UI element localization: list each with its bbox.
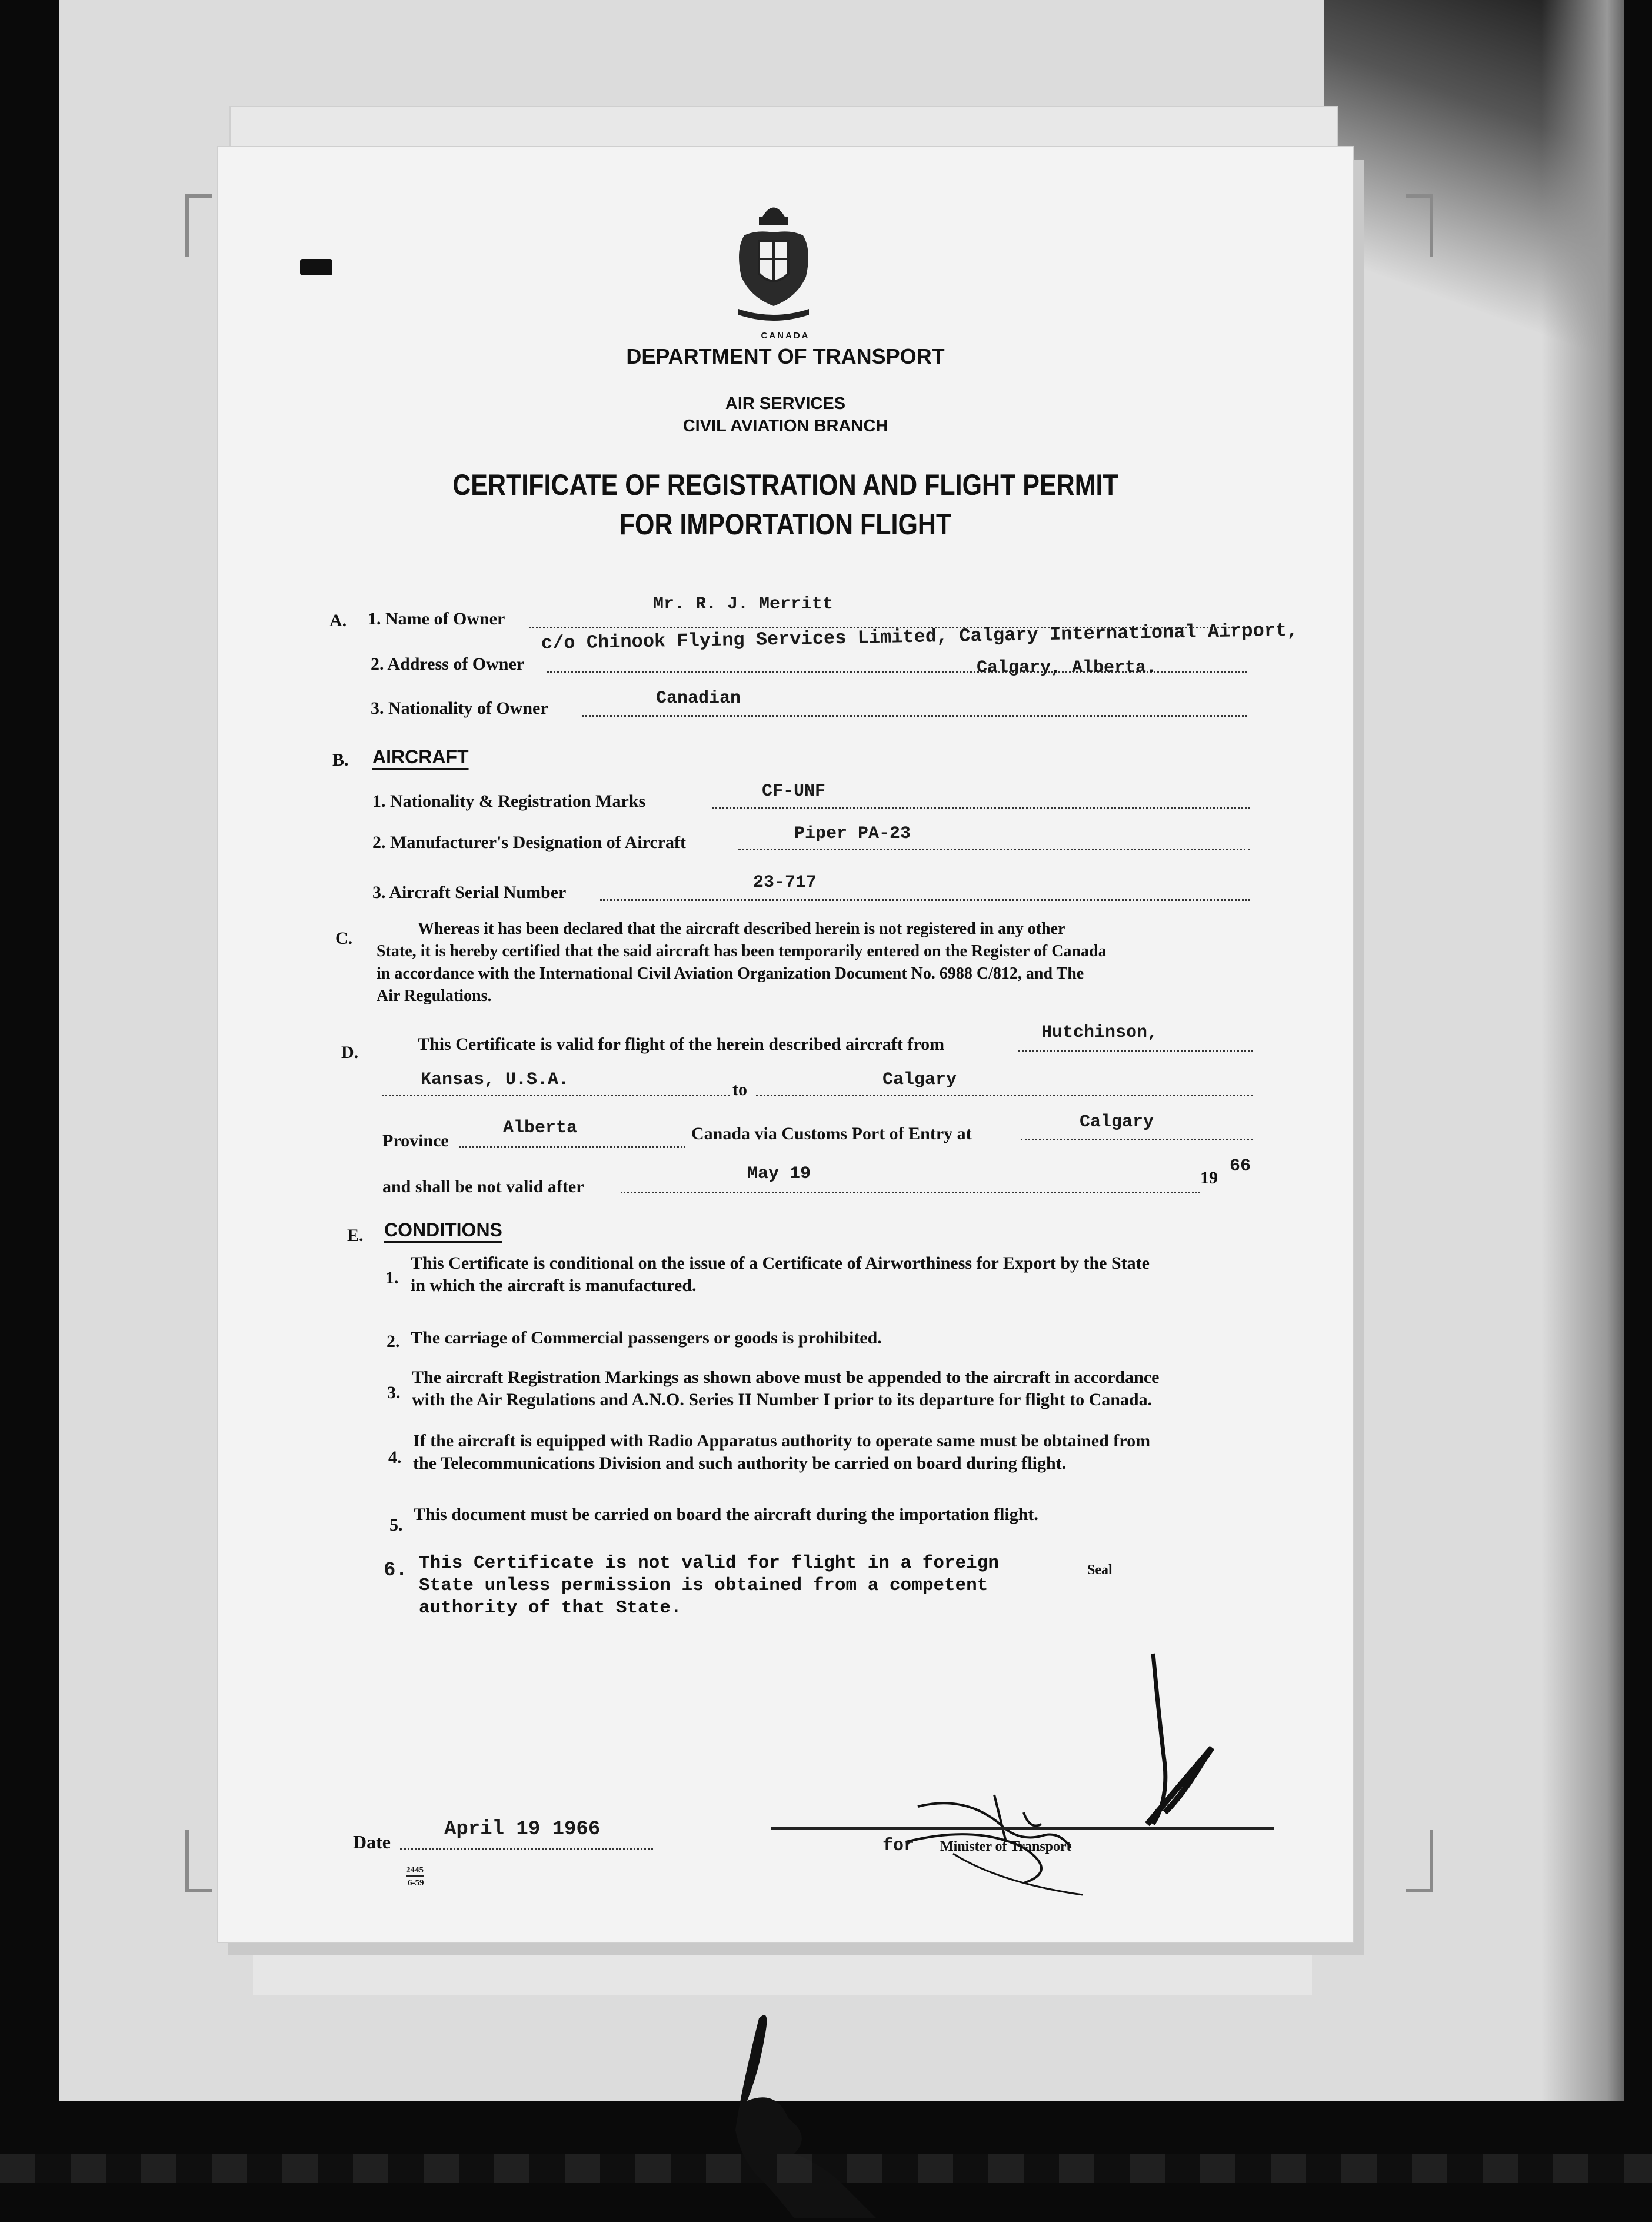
crest-caption: CANADA: [761, 331, 810, 341]
from-city-value: Hutchinson,: [1041, 1023, 1158, 1043]
designation-line: [738, 849, 1250, 850]
service-line-2: CIVIL AVIATION BRANCH: [682, 417, 888, 435]
date-value: April 19 1966: [444, 1818, 601, 1841]
ink-mark: [300, 259, 332, 275]
section-b-letter: B.: [332, 750, 349, 770]
designation-value: Piper PA-23: [794, 824, 911, 844]
owner-address-label: 2. Address of Owner: [371, 654, 525, 674]
province-line: [459, 1146, 685, 1148]
condition-4: [413, 1430, 1150, 1475]
condition-6: [419, 1552, 999, 1619]
section-a-letter: A.: [329, 611, 347, 630]
condition-3: [412, 1366, 1160, 1411]
expiry-year-value: 66: [1230, 1156, 1251, 1176]
department-heading: DEPARTMENT OF TRANSPORT: [626, 344, 945, 368]
serial-number-label: 3. Aircraft Serial Number: [372, 883, 567, 902]
condition-2: [411, 1327, 882, 1349]
to-city-value: Calgary: [882, 1070, 957, 1090]
conditions-heading: CONDITIONS: [384, 1219, 502, 1240]
certificate-title-2: FOR IMPORTATION FLIGHT: [619, 508, 952, 541]
to-label: to: [732, 1080, 747, 1099]
statement-line-1: Whereas it has been declared that the aircraft described herein is not registered in any other: [418, 920, 1065, 938]
aircraft-heading: AIRCRAFT: [372, 746, 469, 767]
registration-statement: [377, 918, 1107, 1007]
condition-5: [414, 1503, 1038, 1526]
registration-marks-value: CF-UNF: [762, 781, 826, 801]
statement-line-2: State, it is hereby certified that the said aircraft has been temporarily entered on the Register of Canada: [377, 942, 1107, 960]
condition-3-line-1: The aircraft Registration Markings as shown above must be appended to the aircraft in accordance: [412, 1368, 1160, 1387]
customs-port-value: Calgary: [1080, 1112, 1154, 1132]
condition-4-number: 4.: [388, 1448, 402, 1467]
condition-6-line-2: State unless permission is obtained from a competent: [419, 1575, 988, 1596]
registration-marks-label: 1. Nationality & Registration Marks: [372, 791, 646, 811]
royal-coat-of-arms-icon: [727, 194, 821, 330]
expiry-date-value: May 19: [747, 1164, 811, 1184]
for-label: for: [882, 1836, 915, 1856]
section-e-letter: E.: [347, 1226, 364, 1245]
from-state-line: [382, 1095, 730, 1096]
condition-1-line-2: in which the aircraft is manufactured.: [411, 1276, 697, 1295]
nationality-line: [582, 715, 1247, 717]
province-value: Alberta: [503, 1118, 578, 1138]
form-date: 6-59: [408, 1878, 424, 1888]
nationality-value: Canadian: [656, 688, 741, 708]
date-line: [400, 1848, 653, 1850]
condition-5-number: 5.: [389, 1515, 403, 1535]
condition-4-line-2: the Telecommunications Division and such authority be carried on board during flight.: [413, 1453, 1067, 1473]
minister-signature: [847, 1648, 1300, 1918]
owner-name-label: 1. Name of Owner: [368, 609, 505, 628]
scan-footer-strip: [0, 2154, 1652, 2183]
province-label: Province: [382, 1131, 449, 1150]
condition-5-line-1: This document must be carried on board the aircraft during the importation flight.: [414, 1505, 1038, 1524]
form-number: 2445: [406, 1865, 424, 1877]
condition-3-number: 3.: [387, 1383, 401, 1402]
condition-1-number: 1.: [385, 1268, 399, 1288]
serial-number-line: [600, 899, 1250, 901]
minister-label: Minister of Transport: [940, 1839, 1071, 1854]
corner-bracket: [185, 194, 212, 257]
service-line-1: AIR SERVICES: [725, 394, 846, 413]
signature-line: [771, 1827, 1274, 1830]
certificate-title-1: CERTIFICATE OF REGISTRATION AND FLIGHT PERMIT: [452, 468, 1118, 501]
section-c-letter: C.: [335, 929, 353, 948]
condition-2-number: 2.: [387, 1332, 400, 1351]
ink-blot: [724, 2001, 900, 2218]
registration-marks-line: [712, 807, 1250, 809]
owner-name-value: Mr. R. J. Merritt: [653, 594, 834, 614]
condition-6-line-1: This Certificate is not valid for flight in a foreign: [419, 1553, 999, 1574]
condition-6-number: 6.: [384, 1559, 408, 1582]
owner-address-line-1: c/o Chinook Flying Services Limited, Calgary International Airport,: [541, 619, 1298, 654]
seal-label: Seal: [1087, 1562, 1113, 1578]
condition-4-line-1: If the aircraft is equipped with Radio Apparatus authority to operate same must be obtained from: [413, 1431, 1151, 1451]
condition-2-line-1: The carriage of Commercial passengers or goods is prohibited.: [411, 1328, 882, 1348]
condition-6-line-3: authority of that State.: [419, 1598, 682, 1618]
expiry-line: [621, 1192, 1200, 1193]
date-label: Date: [353, 1831, 391, 1852]
from-state-value: Kansas, U.S.A.: [421, 1070, 569, 1090]
designation-label: 2. Manufacturer's Designation of Aircraft: [372, 833, 686, 852]
condition-3-line-2: with the Air Regulations and A.N.O. Series II Number I prior to its departure for flight to Canada.: [412, 1390, 1153, 1409]
corner-bracket: [185, 1830, 212, 1892]
customs-label: Canada via Customs Port of Entry at: [691, 1124, 972, 1143]
nationality-label: 3. Nationality of Owner: [371, 698, 548, 718]
statement-line-3: in accordance with the International Civil Aviation Organization Document No. 6988 C/812, and The: [377, 964, 1084, 983]
scan-shadow-right: [1541, 0, 1624, 2101]
condition-1: [411, 1252, 1150, 1297]
from-line: [1018, 1050, 1253, 1052]
corner-bracket: [1406, 194, 1433, 257]
valid-from-label: This Certificate is valid for flight of the herein described aircraft from: [418, 1035, 945, 1054]
owner-address-line-2: Calgary, Alberta.: [977, 658, 1157, 678]
statement-line-4: Air Regulations.: [377, 987, 492, 1005]
to-line: [756, 1095, 1253, 1096]
section-d-letter: D.: [341, 1043, 359, 1062]
customs-line: [1021, 1139, 1253, 1140]
serial-number-value: 23-717: [753, 873, 817, 893]
expiry-year-prefix: 19: [1200, 1168, 1218, 1187]
corner-bracket: [1406, 1830, 1433, 1892]
not-valid-after-label: and shall be not valid after: [382, 1177, 584, 1196]
condition-1-line-1: This Certificate is conditional on the issue of a Certificate of Airworthiness for Export by the State: [411, 1253, 1150, 1273]
